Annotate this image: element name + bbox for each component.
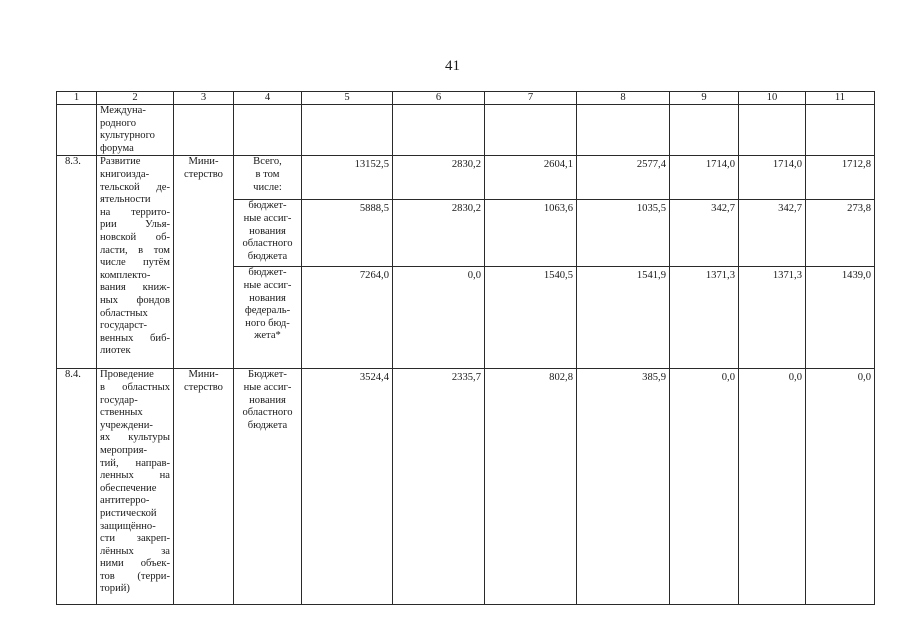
item-name-line: культурного [100, 130, 155, 142]
item-name-line: учреждени- [100, 419, 153, 431]
value-cell: 2577,4 [577, 156, 670, 200]
executor-line: Мини- [188, 369, 219, 381]
item-name-line: государ- [100, 394, 138, 406]
header-cell: 1 [57, 92, 97, 105]
header-cell: 2 [97, 92, 174, 105]
table-row-8-3-total [57, 156, 875, 200]
funding-source-cell [234, 267, 302, 369]
funding-source-line: Всего, [253, 156, 282, 168]
value-cell: 1439,0 [806, 267, 875, 369]
value-cell: 2335,7 [393, 369, 485, 605]
executor-cell [174, 369, 234, 605]
item-name-line: тий, направ- [100, 457, 170, 469]
item-name-line: форума [100, 142, 134, 154]
item-name-cell [97, 369, 174, 605]
funding-source-line: бюджет- [248, 200, 287, 212]
funding-source-line: нования [249, 394, 286, 406]
item-name-line: ных фондов [100, 294, 170, 306]
funding-source-line: нования [249, 225, 286, 237]
funding-source-line: ные ассиг- [243, 381, 292, 393]
funding-source-cell [234, 200, 302, 267]
header-row [57, 92, 875, 105]
item-name-cell [97, 105, 174, 156]
item-name-line: комплекто- [100, 269, 151, 281]
executor-line: стерство [184, 381, 223, 393]
table-row-8-4 [57, 369, 875, 605]
item-name-line: обеспечение [100, 482, 157, 494]
header-cell: 5 [302, 92, 393, 105]
value-cell: 802,8 [485, 369, 577, 605]
value-cell: 1540,5 [485, 267, 577, 369]
budget-table [56, 91, 875, 605]
value-cell: 1541,9 [577, 267, 670, 369]
funding-source-line: Бюджет- [248, 369, 287, 381]
header-cell: 3 [174, 92, 234, 105]
value-cell: 3524,4 [302, 369, 393, 605]
funding-source-line: бюджета [247, 250, 288, 262]
value-cell: 273,8 [806, 200, 875, 267]
item-name-line: венных биб- [100, 332, 170, 344]
value-cell: 1035,5 [577, 200, 670, 267]
item-name-line: ними объек- [100, 558, 170, 570]
item-name-line: Междуна- [100, 105, 146, 116]
item-name-line: торий) [100, 583, 130, 595]
value-cell: 2604,1 [485, 156, 577, 200]
funding-source-line: бюджета [247, 419, 288, 431]
funding-source-line: ные ассиг- [243, 212, 292, 224]
item-name-line: родного [100, 117, 137, 129]
item-name-line: государст- [100, 320, 148, 332]
executor-cell [174, 156, 234, 369]
item-name-line: сти закреп- [100, 533, 170, 545]
item-name-line: мероприя- [100, 444, 148, 456]
header-cell: 11 [806, 92, 875, 105]
item-name-line: областных [100, 307, 148, 319]
item-name-line: ристической [100, 507, 157, 519]
funding-source-line: областного [242, 407, 293, 419]
item-name-line: Развитие [100, 156, 141, 168]
item-name-line: ленных на [100, 470, 170, 482]
value-cell: 2830,2 [393, 200, 485, 267]
value-cell: 385,9 [577, 369, 670, 605]
item-name-cell [97, 156, 174, 369]
value-cell: 0,0 [670, 369, 739, 605]
item-name-line: на террито- [100, 206, 170, 218]
funding-source-cell [234, 369, 302, 605]
value-cell: 1371,3 [670, 267, 739, 369]
executor-line: стерство [184, 168, 223, 180]
table-row-forum-continuation [57, 105, 875, 156]
value-cell: 13152,5 [302, 156, 393, 200]
item-name-line: ственных [100, 407, 143, 419]
header-cell: 9 [670, 92, 739, 105]
item-name-line: защищённо- [100, 520, 156, 532]
item-name-line: лиотек [100, 345, 131, 357]
item-name-line: антитерро- [100, 495, 150, 507]
header-cell: 10 [739, 92, 806, 105]
value-cell: 1371,3 [739, 267, 806, 369]
item-name-line: ятельности [100, 194, 151, 206]
item-name-line: числе путём [100, 257, 170, 269]
value-cell: 0,0 [739, 369, 806, 605]
item-code: 8.4. [57, 369, 97, 605]
value-cell: 2830,2 [393, 156, 485, 200]
value-cell: 1714,0 [670, 156, 739, 200]
value-cell: 342,7 [739, 200, 806, 267]
funding-source-line: нования [249, 292, 286, 304]
value-cell: 1714,0 [739, 156, 806, 200]
value-cell: 5888,5 [302, 200, 393, 267]
item-name-line: в областных [100, 381, 170, 393]
funding-source-cell [234, 156, 302, 200]
header-cell: 8 [577, 92, 670, 105]
item-name-line: ласти, в том [100, 244, 170, 256]
header-cell: 4 [234, 92, 302, 105]
funding-source-line: в том [255, 168, 280, 180]
item-name-line: Проведение [100, 369, 154, 381]
value-cell: 342,7 [670, 200, 739, 267]
funding-source-line: жета* [254, 330, 281, 342]
funding-source-line: числе: [253, 181, 282, 193]
header-cell: 6 [393, 92, 485, 105]
executor-line: Мини- [188, 156, 219, 168]
item-name-line: рии Улья- [100, 219, 170, 231]
item-name-line: лённых за [100, 545, 170, 557]
funding-source-line: областного [242, 238, 293, 250]
funding-source-line: ные ассиг- [243, 279, 292, 291]
item-name-line: тов (терри- [100, 570, 170, 582]
item-name-line: новской об- [100, 231, 170, 243]
value-cell: 7264,0 [302, 267, 393, 369]
header-cell: 7 [485, 92, 577, 105]
value-cell: 1712,8 [806, 156, 875, 200]
item-code: 8.3. [57, 156, 97, 369]
item-name-line: тельской де- [100, 181, 170, 193]
item-name-line: ях культуры [100, 432, 170, 444]
funding-source-line: федераль- [244, 305, 291, 317]
item-name-line: книгоизда- [100, 168, 150, 180]
funding-source-line: бюджет- [248, 267, 287, 279]
funding-source-line: ного бюд- [245, 317, 290, 329]
page-number: 41 [445, 58, 460, 74]
item-name-line: вания книж- [100, 282, 170, 294]
value-cell: 1063,6 [485, 200, 577, 267]
value-cell: 0,0 [806, 369, 875, 605]
value-cell: 0,0 [393, 267, 485, 369]
